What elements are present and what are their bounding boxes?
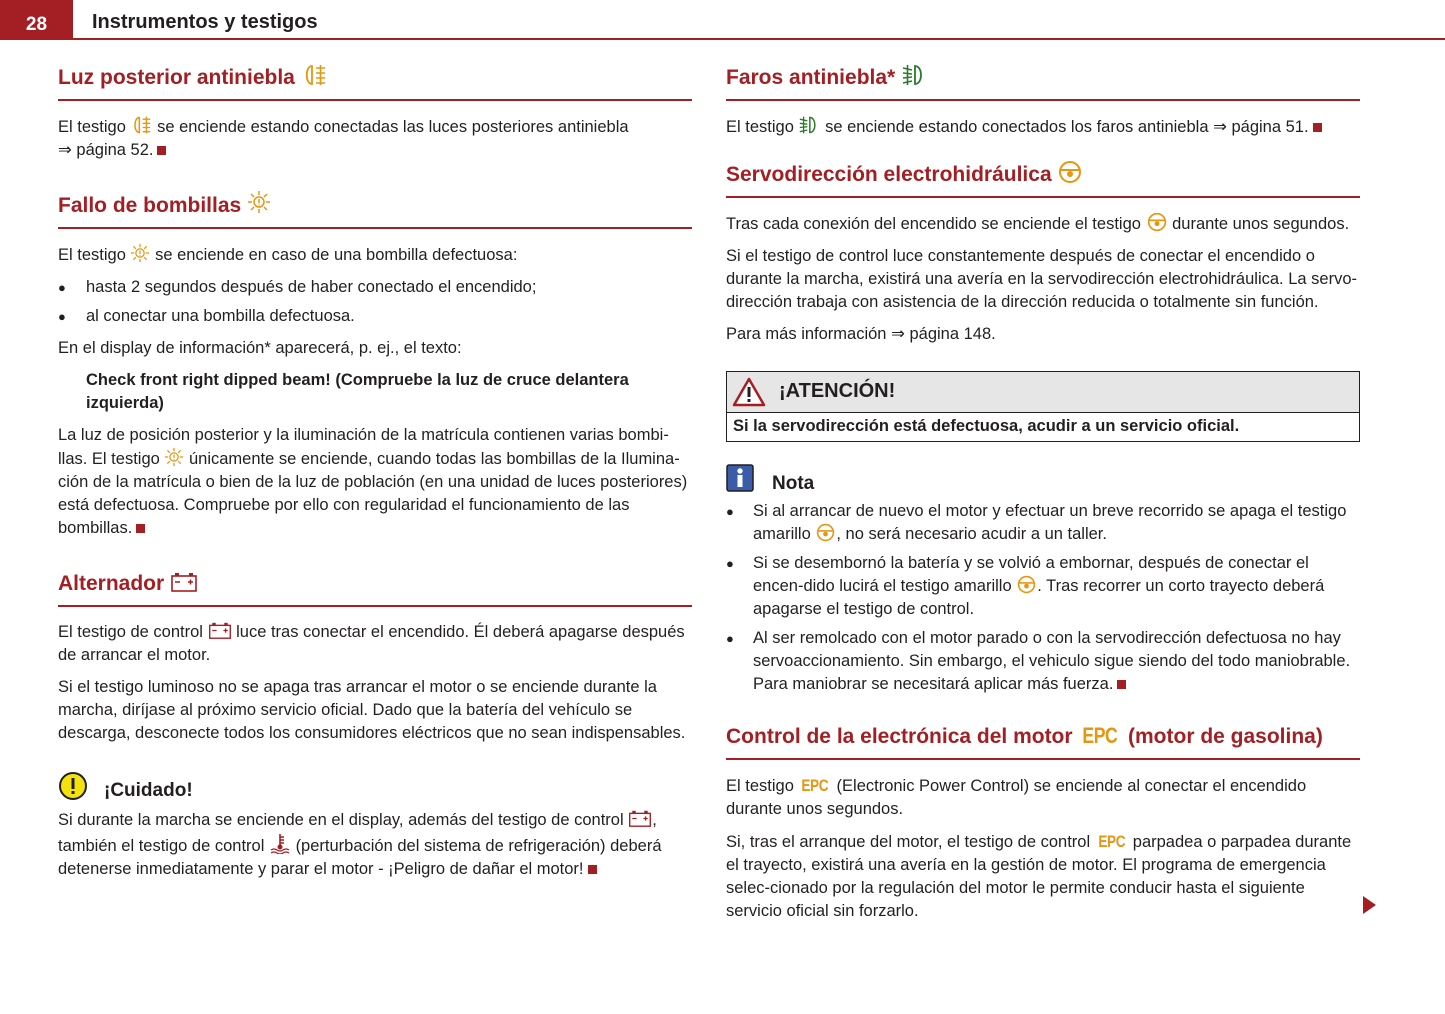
epc-paragraph-1: El testigo EPC (Electronic Power Control) se enciende al conectar el encendido durante unos segundos. <box>726 776 1307 818</box>
warning-triangle-icon <box>732 377 766 407</box>
header-rule <box>73 38 1445 40</box>
caution-paragraph: Si durante la marcha se enciende en el display, además del testigo de control , también el testigo de control (perturbación del sistema de refrigeración) deberá detenerse inmediatamente y parar el motor - ¡Peligro de dañar el motor! <box>58 811 662 878</box>
note-header <box>726 464 1360 498</box>
section-title-alternator: Alternador <box>58 566 692 607</box>
epc-icon: EPC <box>801 776 829 795</box>
bulb-failure-icon <box>130 243 150 263</box>
rear-fog-paragraph: El testigo se enciende estando conectadas las luces posteriores antiniebla ⇒ página 52. <box>58 115 692 162</box>
epc-icon: EPC <box>1082 723 1118 748</box>
bulb-paragraph-2: En el display de información* aparecerá, p. ej., el texto: <box>58 339 462 357</box>
end-mark <box>1117 680 1126 689</box>
front-fog-light-icon <box>798 115 820 135</box>
display-message-quote: Check front right dipped beam! (Compruebe la luz de cruce delantera izquierda) <box>86 371 629 412</box>
section-title-rear-fog: Luz posterior antiniebla <box>58 60 692 101</box>
battery-icon <box>170 571 198 593</box>
caution-icon <box>58 771 88 801</box>
bulb-failure-icon <box>247 190 271 214</box>
next-page-arrow-icon <box>1363 896 1376 914</box>
steering-paragraph-1: Tras cada conexión del encendido se enciende el testigo durante unos segundos. <box>726 212 1360 236</box>
front-fog-paragraph: El testigo se enciende estando conectados los faros antiniebla ⇒ página 51. <box>726 115 1360 139</box>
epc-icon: EPC <box>1098 832 1125 851</box>
end-mark <box>136 524 145 533</box>
front-fog-light-icon <box>901 63 927 87</box>
page-header <box>0 0 1445 40</box>
end-mark <box>588 865 597 874</box>
rear-fog-light-icon <box>130 115 152 135</box>
section-title-bulb-failure: Fallo de bombillas <box>58 188 692 229</box>
note-title: Nota <box>772 473 815 494</box>
list-item: ● hasta 2 segundos después de haber conectado el encendido; <box>58 276 692 299</box>
list-item: ● al conectar una bombilla defectuosa. <box>58 305 692 328</box>
warning-body: Si la servodirección está defectuosa, acudir a un servicio oficial. <box>733 417 1240 435</box>
steering-paragraph-3: Para más información ⇒ página 148. <box>726 325 996 343</box>
battery-icon <box>208 621 232 640</box>
warning-header <box>727 372 1359 413</box>
battery-icon <box>628 809 652 828</box>
list-item: ● Si al arrancar de nuevo el motor y efectuar un breve recorrido se apaga el testigo amarillo , no será necesario acudir a un taller. <box>726 502 1347 543</box>
steering-wheel-icon <box>815 523 836 542</box>
coolant-temperature-icon <box>269 832 291 854</box>
section-title-power-steering: Servodirección electrohidráulica <box>726 157 1360 198</box>
steering-wheel-icon <box>1146 212 1168 232</box>
page-header-title: Instrumentos y testigos <box>92 11 318 33</box>
end-mark <box>157 146 166 155</box>
left-column <box>58 60 692 881</box>
bulb-failure-icon <box>164 447 184 467</box>
warning-box <box>726 371 1360 442</box>
caution-header <box>58 771 692 805</box>
warning-title: ¡ATENCIÓN! <box>779 380 896 402</box>
alternator-paragraph-2: Si el testigo luminoso no se apaga tras arrancar el motor o se enciende durante la marcha, diríjase al próximo servicio oficial. Dado que la batería del vehículo se descarga, desconecte todos los consumidores eléctricos que no sean indispensables. <box>58 678 686 742</box>
end-mark <box>1313 123 1322 132</box>
epc-paragraph-2: Si, tras el arranque del motor, el testigo de control EPC parpadea o parpadea durante el trayecto, existirá una avería en la gestión de motor. El programa de emergencia selec-cionado por la regulación del motor le permite conducir hasta el siguiente servicio oficial sin forzarlo. <box>726 832 1352 920</box>
steering-wheel-icon <box>1016 575 1037 594</box>
caution-title: ¡Cuidado! <box>104 780 193 801</box>
info-icon <box>726 464 754 492</box>
alternator-paragraph-1: El testigo de control luce tras conectar el encendido. Él deberá apagarse después de arrancar el motor. <box>58 623 685 664</box>
steering-paragraph-2: Si el testigo de control luce constantemente después de conectar el encendido o durante la marcha, existirá una avería en la servodirección electrohidráulica. La servo-dirección trabaja con asistencia de la dirección reducida o totalmente sin función. <box>726 247 1357 311</box>
right-column <box>726 60 1360 923</box>
section-title-front-fog: Faros antiniebla* <box>726 60 1360 101</box>
list-item: ● Si se desembornó la batería y se volvió a embornar, después de conectar el encen-dido lucirá el testigo amarillo . Tras recorrer un corto trayecto deberá apagarse el testigo de control. <box>726 554 1325 618</box>
bulb-paragraph-3: La luz de posición posterior y la iluminación de la matrícula contienen varias bombi-llas. El testigo únicamente se enciende, cuando todas las bombillas de la Ilumina-ción de la matrícula o bien de la luz de población (en una unidad de luces posteriores) está defectuosa. Compruebe por ello con regularidad el funcionamiento de las bombillas. <box>58 426 688 537</box>
section-title-epc: Control de la electrónica del motor EPC (motor de gasolina) <box>726 718 1360 760</box>
list-item: ● Al ser remolcado con el motor parado o con la servodirección defectuosa no hay servoaccionamiento. Sin embargo, el vehiculo sigue siendo del todo maniobrable. Para maniobrar se necesitará aplicar más fuerza. <box>726 629 1351 693</box>
bulb-paragraph-1: El testigo se enciende en caso de una bombilla defectuosa: <box>58 243 692 267</box>
rear-fog-light-icon <box>301 63 327 87</box>
page-number: 28 <box>0 0 73 40</box>
steering-wheel-icon <box>1057 160 1083 184</box>
